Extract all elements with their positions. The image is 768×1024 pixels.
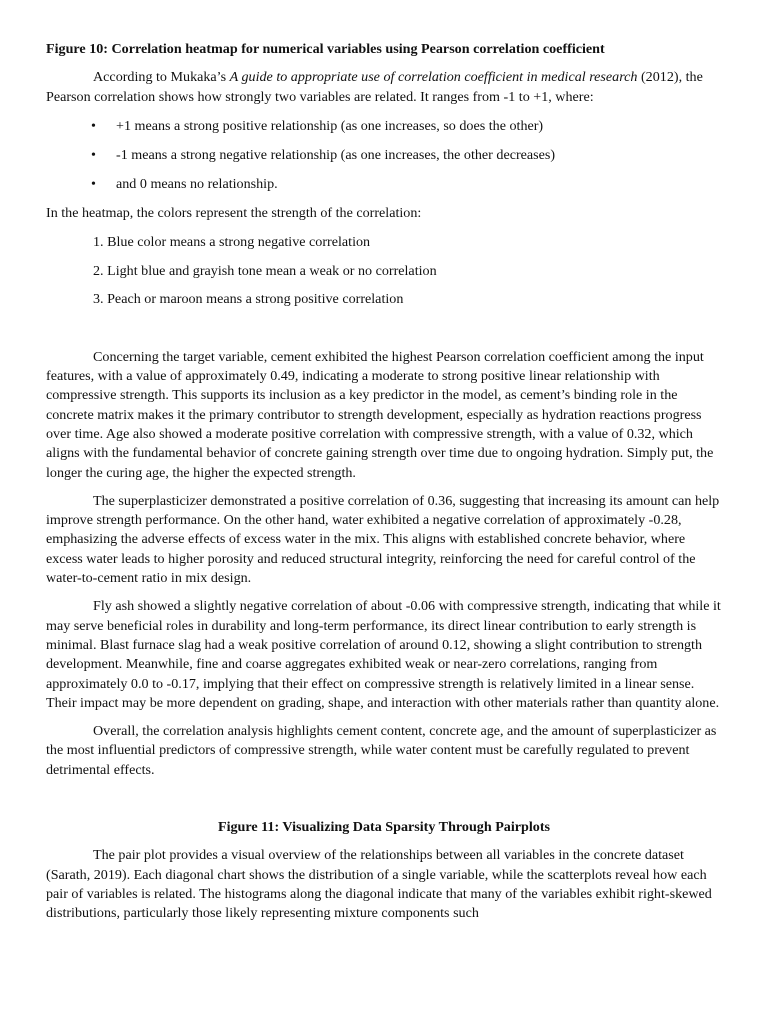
list-item: 1. Blue color means a strong negative correlation [93, 233, 371, 250]
list-item [46, 117, 722, 136]
figure-11-title: Figure 11: Visualizing Data Sparsity Through Pairplots [217, 819, 551, 836]
colors-intro: In the heatmap, the colors represent the strength of the correlation: [46, 204, 422, 221]
pairplot-paragraph: The pair plot provides a visual overview of the relationships between all variables in the concrete dataset (Sarath, 2019). Each diagonal chart shows the distribution of a single variable, while the scatterplots reveal how each pair of variables is related. The histograms along the diagonal indicate that many of the variables exhibit right-skewed distributions, particularly those likely representing mixture components such [46, 847, 712, 922]
bullet-icon: • [91, 146, 96, 163]
flyash-slag-aggregates-paragraph: Fly ash showed a slightly negative correlation of about -0.06 with compressive strength, indicating that while it may serve beneficial roles in durability and long-term performance, its direct linear contribution to early strength is minimal. Blast furnace slag had a weak positive correlation of around 0.12, showing a slight contribution to strength development. Meanwhile, fine and coarse aggregates exhibited weak or near-zero correlations, ranging from approximately 0.0 to -0.17, implying that their effect on compressive strength is relatively limited in a linear sense. Their impact may be more dependent on grading, shape, and interaction with other materials rather than quantity alone. [46, 598, 721, 711]
correlation-range-list [46, 117, 722, 194]
superplasticizer-water-paragraph: The superplasticizer demonstrated a positive correlation of 0.36, suggesting that increasing its amount can help improve strength performance. On the other hand, water exhibited a negative correlation of approximately -0.28, emphasizing the adverse effects of excess water in the mix. This aligns with established concrete behavior, where excess water leads to higher porosity and reduced structural integrity, reinforcing the need for careful control of the water-to-cement ratio in mix design. [46, 492, 720, 587]
list-item: 2. Light blue and grayish tone mean a weak or no correlation [93, 262, 437, 279]
figure-10-title: Figure 10: Correlation heatmap for numerical variables using Pearson correlation coefficient [46, 41, 605, 57]
bullet-text: and 0 means no relationship. [116, 175, 278, 192]
list-item: 3. Peach or maroon means a strong positive correlation [93, 291, 404, 308]
bullet-text: -1 means a strong negative relationship (as one increases, the other decreases) [116, 146, 556, 163]
document-page [46, 40, 722, 924]
bullet-icon: • [91, 175, 96, 192]
intro-paragraph [46, 68, 722, 107]
list-item [46, 175, 722, 194]
intro-prefix: According to Mukaka’s [93, 69, 230, 86]
bullet-icon: • [91, 117, 96, 134]
list-item [46, 146, 722, 165]
cement-age-paragraph: Concerning the target variable, cement exhibited the highest Pearson correlation coefficient among the input features, with a value of approximately 0.49, indicating a moderate to strong positive linear relationship with compressive strength. This supports its inclusion as a key predictor in the model, as cement’s binding role in the concrete matrix makes it the primary contributor to strength development, especially as hydration reactions progress over time. Age also showed a moderate positive correlation with compressive strength, with a value of 0.32, which aligns with the fundamental behavior of concrete gaining strength over time due to ongoing hydration. Simply put, the longer the curing age, the higher the expected strength. [46, 348, 714, 481]
intro-suffix: (2012), the Pearson correlation shows how strongly two variables are related. It ranges from -1 to +1, where: [46, 69, 703, 105]
overall-paragraph: Overall, the correlation analysis highlights cement content, concrete age, and the amount of superplasticizer as the most influential predictors of compressive strength, while water content must be carefully regulated to prevent detrimental effects. [46, 723, 717, 778]
bullet-text: +1 means a strong positive relationship (as one increases, so does the other) [116, 117, 544, 134]
intro-citation: A guide to appropriate use of correlation coefficient in medical research [229, 69, 638, 86]
color-legend-list [46, 233, 722, 310]
